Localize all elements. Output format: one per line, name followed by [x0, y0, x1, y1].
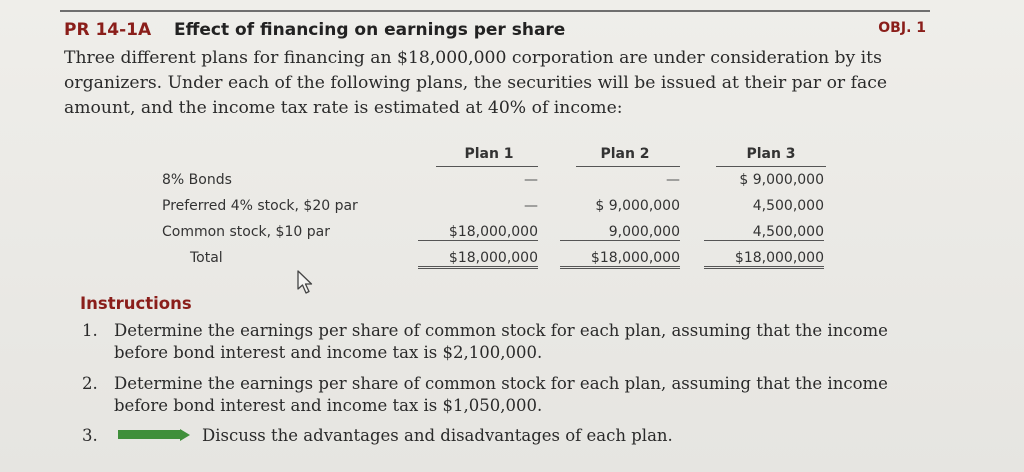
- problem-header: [64, 20, 930, 44]
- table-cell: $ 9,000,000: [595, 198, 680, 214]
- problem-title: Effect of financing on earnings per share: [174, 20, 566, 40]
- instructions-heading: Instructions: [80, 294, 192, 313]
- col-header-plan1: Plan 1: [464, 146, 514, 162]
- row-label-total: Total: [190, 250, 223, 266]
- table-cell: —: [524, 172, 538, 188]
- problem-number: PR 14-1A: [64, 20, 152, 40]
- mouse-pointer-icon: [296, 270, 314, 296]
- problem-intro: Three different plans for financing an $18,000,000 corporation are under consideration by its organizers. Under each of the following plans, the securities will be issued at their par or face amount, and the income tax rate is estimated at 40% of income:: [64, 48, 888, 118]
- row-label-common: Common stock, $10 par: [162, 224, 330, 240]
- item-text: Determine the earnings per share of common stock for each plan, assuming that the income before bond interest and income tax is $1,050,000.: [114, 374, 888, 415]
- col-header-plan3: Plan 3: [746, 146, 796, 162]
- top-rule: [60, 10, 930, 12]
- col-rule: [716, 166, 826, 167]
- table-cell: $18,000,000: [418, 224, 538, 241]
- item-number: 2.: [82, 374, 98, 393]
- table-cell: 4,500,000: [704, 224, 824, 241]
- item-text: Discuss the advantages and disadvantages of each plan.: [202, 426, 673, 445]
- instruction-item-1: [82, 320, 922, 364]
- table-cell: $18,000,000: [560, 250, 680, 269]
- table-cell: $18,000,000: [418, 250, 538, 269]
- item-text: Determine the earnings per share of common stock for each plan, assuming that the income before bond interest and income tax is $2,100,000.: [114, 321, 888, 362]
- col-rule: [436, 166, 538, 167]
- instruction-item-3: [82, 425, 922, 447]
- table-cell: $18,000,000: [704, 250, 824, 269]
- table-cell: 9,000,000: [560, 224, 680, 241]
- green-arrow-head-icon: [180, 429, 190, 441]
- row-label-preferred: Preferred 4% stock, $20 par: [162, 198, 358, 214]
- row-label-bonds: 8% Bonds: [162, 172, 232, 188]
- col-header-plan2: Plan 2: [600, 146, 650, 162]
- instruction-item-2: [82, 373, 922, 417]
- item-number: 1.: [82, 321, 98, 340]
- table-cell: —: [666, 172, 680, 188]
- table-cell: 4,500,000: [752, 198, 824, 214]
- table-cell: $ 9,000,000: [739, 172, 824, 188]
- col-rule: [576, 166, 680, 167]
- item-number: 3.: [82, 426, 98, 445]
- financing-table: [160, 140, 830, 275]
- green-arrow-icon: [118, 430, 182, 439]
- objective-tag: OBJ. 1: [878, 20, 926, 36]
- table-cell: —: [524, 198, 538, 214]
